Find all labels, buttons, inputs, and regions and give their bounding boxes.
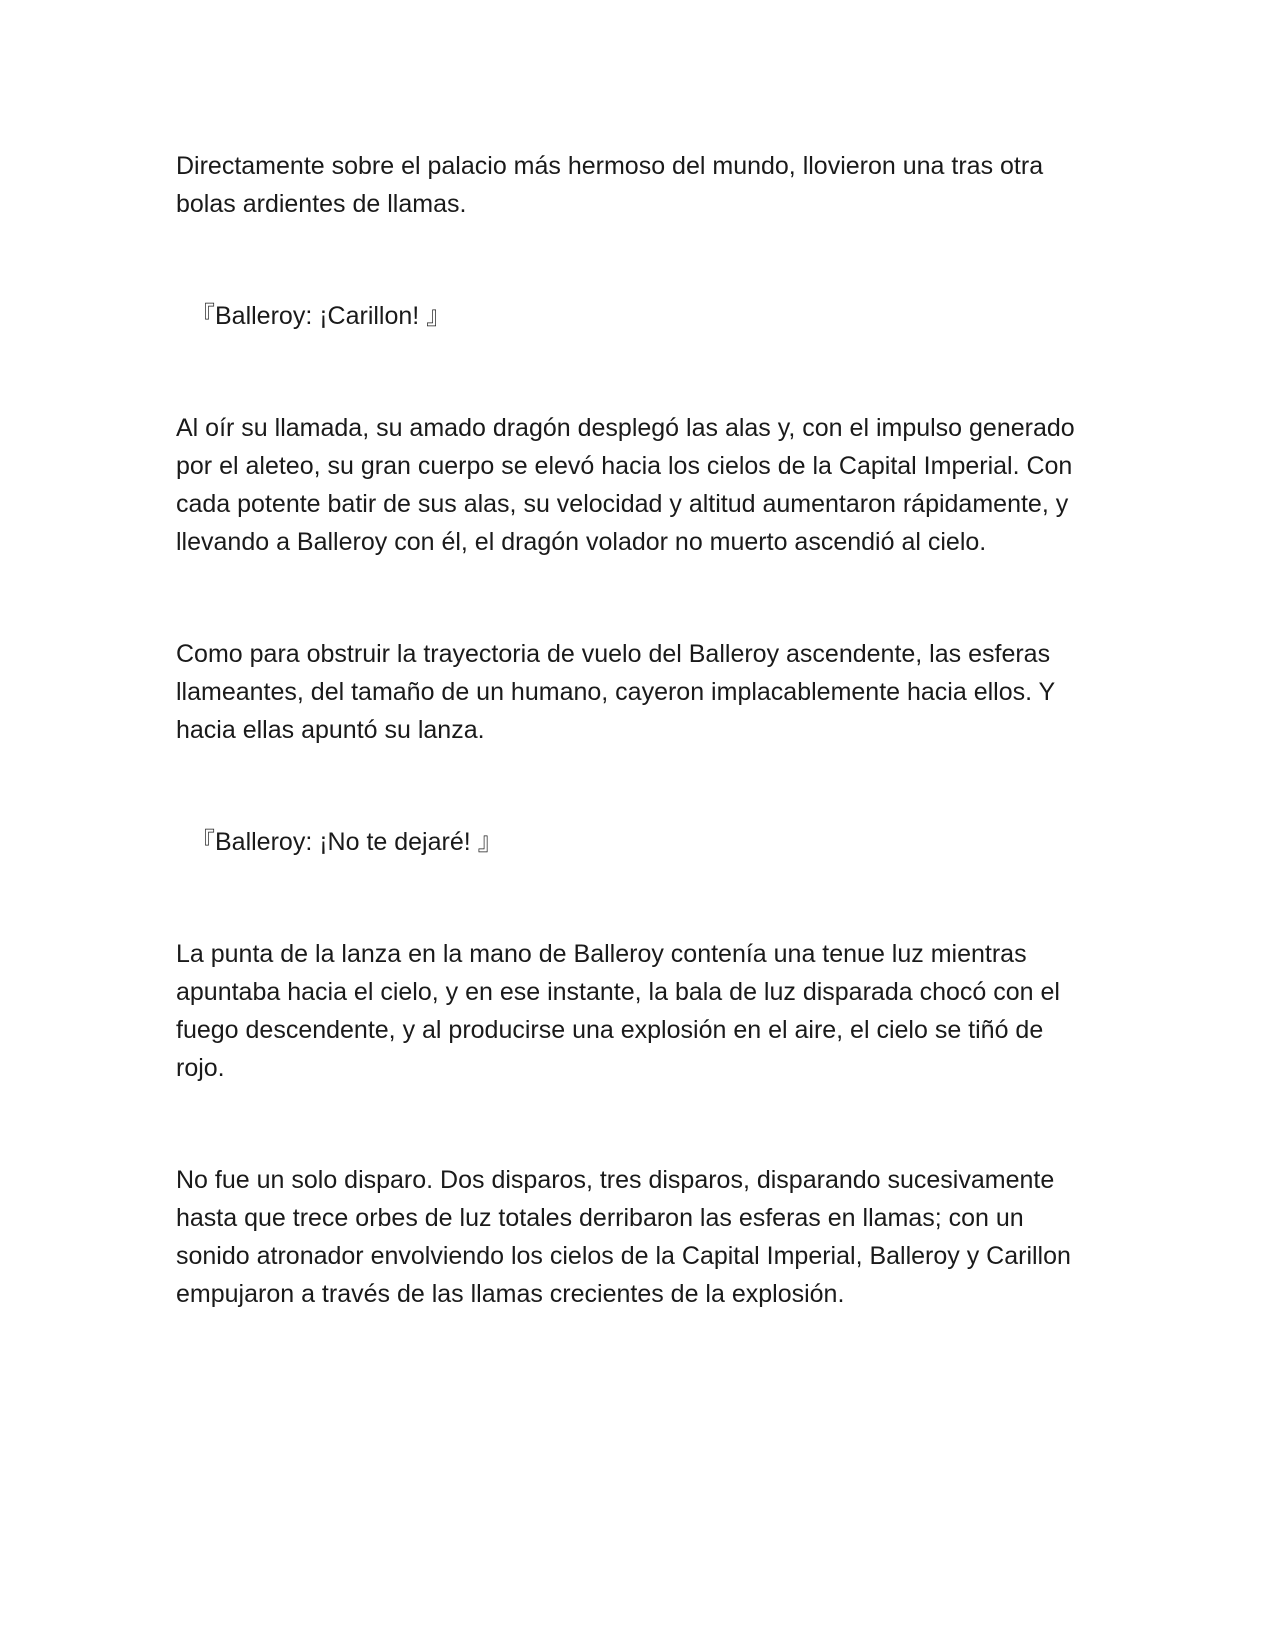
- paragraph-flaming-spheres: Como para obstruir la trayectoria de vuelo del Balleroy ascendente, las esferas llameantes, del tamaño de un humano, cayeron implacablemente hacia ellos. Y hacia ellas apuntó su lanza.: [176, 640, 1055, 744]
- paragraph-thirteen-orbs: No fue un solo disparo. Dos disparos, tres disparos, disparando sucesivamente hasta que trece orbes de luz totales derribaron las esferas en llamas; con un sonido atronador envolviendo los cielos de la Capital Imperial, Balleroy y Carillon empujaron a través de las llamas crecientes de la explosión.: [176, 1166, 1071, 1308]
- dialogue-line-carillon: 『Balleroy: ¡Carillon! 』: [190, 302, 452, 330]
- paragraph-dragon-ascends: Al oír su llamada, su amado dragón desplegó las alas y, con el impulso generado por el aleteo, su gran cuerpo se elevó hacia los cielos de la Capital Imperial. Con cada potente batir de sus alas, su velocidad y altitud aumentaron rápidamente, y llevando a Balleroy con él, el dragón volador no muerto ascendió al cielo.: [176, 414, 1075, 556]
- document-body: [176, 147, 1096, 1313]
- dialogue-line-no-te-dejare: 『Balleroy: ¡No te dejaré! 』: [190, 828, 503, 856]
- paragraph-opening: Directamente sobre el palacio más hermoso del mundo, llovieron una tras otra bolas ardientes de llamas.: [176, 152, 1044, 218]
- paragraph-spear-light: La punta de la lanza en la mano de Balleroy contenía una tenue luz mientras apuntaba hacia el cielo, y en ese instante, la bala de luz disparada chocó con el fuego descendente, y al producirse una explosión en el aire, el cielo se tiñó de rojo.: [176, 940, 1060, 1082]
